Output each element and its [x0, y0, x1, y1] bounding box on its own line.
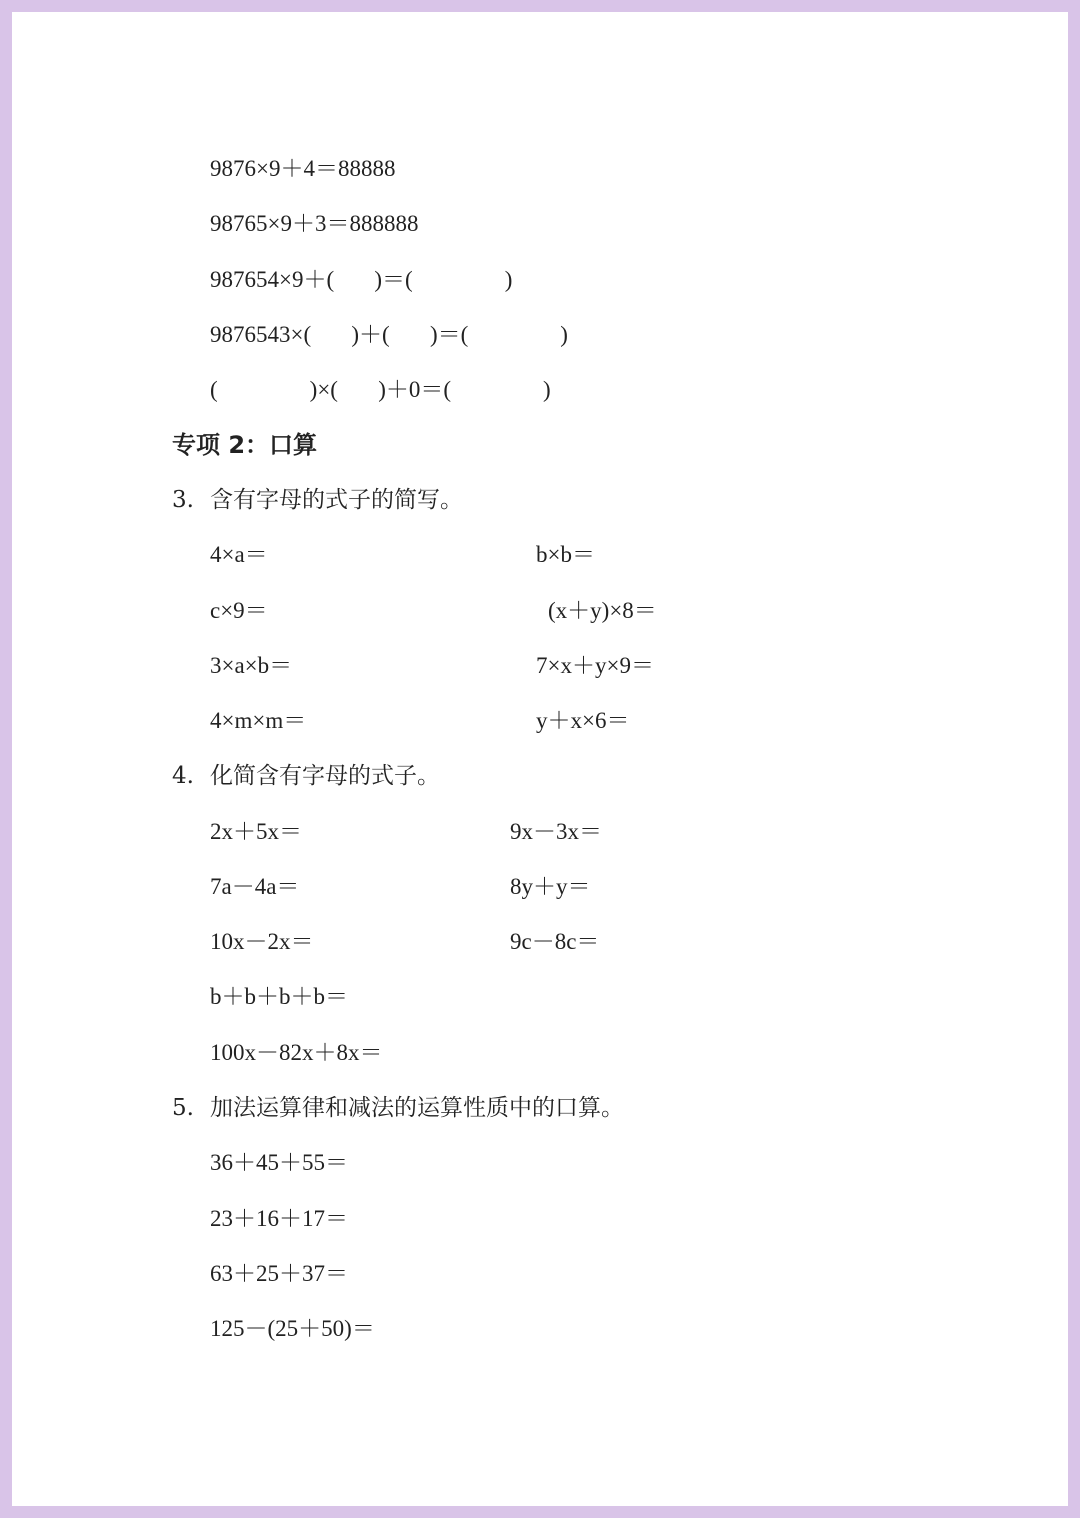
question-3: [172, 485, 463, 515]
q4-item-right: 8y＋y＝: [510, 874, 591, 899]
q3-item-right: y＋x×6＝: [536, 708, 630, 733]
q4-item-left: 10x－2x＝: [210, 929, 314, 954]
q3-item-left: 4×a＝: [210, 542, 268, 567]
q3-item-right: (x＋y)×8＝: [548, 598, 657, 623]
question-4: [172, 761, 440, 791]
question-text: 含有字母的式子的简写。: [210, 487, 463, 513]
question-number: 3.: [172, 487, 194, 513]
question-5: [172, 1093, 624, 1123]
q4-item-left: 2x＋5x＝: [210, 819, 302, 844]
pattern-line: ( )×( )＋0＝( ): [210, 377, 551, 402]
q4-item-left: 7a－4a＝: [210, 874, 300, 899]
q3-item-left: 3×a×b＝: [210, 653, 293, 678]
q3-item-left: c×9＝: [210, 598, 268, 623]
worksheet-page: [12, 12, 1068, 1506]
pattern-line: 9876×9＋4＝88888: [210, 156, 396, 181]
pattern-line: 987654×9＋( )＝( ): [210, 267, 513, 292]
q5-item: 36＋45＋55＝: [210, 1150, 348, 1175]
q3-item-right: 7×x＋y×9＝: [536, 653, 654, 678]
q5-item: 125－(25＋50)＝: [210, 1316, 375, 1341]
q4-item-right: 9x－3x＝: [510, 819, 602, 844]
q3-item-left: 4×m×m＝: [210, 708, 307, 733]
q3-item-right: b×b＝: [536, 542, 595, 567]
q5-item: 23＋16＋17＝: [210, 1206, 348, 1231]
q4-item-left: b＋b＋b＋b＝: [210, 984, 348, 1009]
q5-item: 63＋25＋37＝: [210, 1261, 348, 1286]
pattern-line: 98765×9＋3＝888888: [210, 211, 419, 236]
section-heading: 专项 2：口算: [172, 431, 318, 459]
q4-item-left: 100x－82x＋8x＝: [210, 1040, 383, 1065]
question-text: 加法运算律和减法的运算性质中的口算。: [210, 1095, 624, 1121]
pattern-line: 9876543×( )＋( )＝( ): [210, 322, 568, 347]
question-number: 5.: [172, 1095, 194, 1121]
question-text: 化简含有字母的式子。: [210, 763, 440, 789]
q4-item-right: 9c－8c＝: [510, 929, 600, 954]
question-number: 4.: [172, 763, 194, 789]
